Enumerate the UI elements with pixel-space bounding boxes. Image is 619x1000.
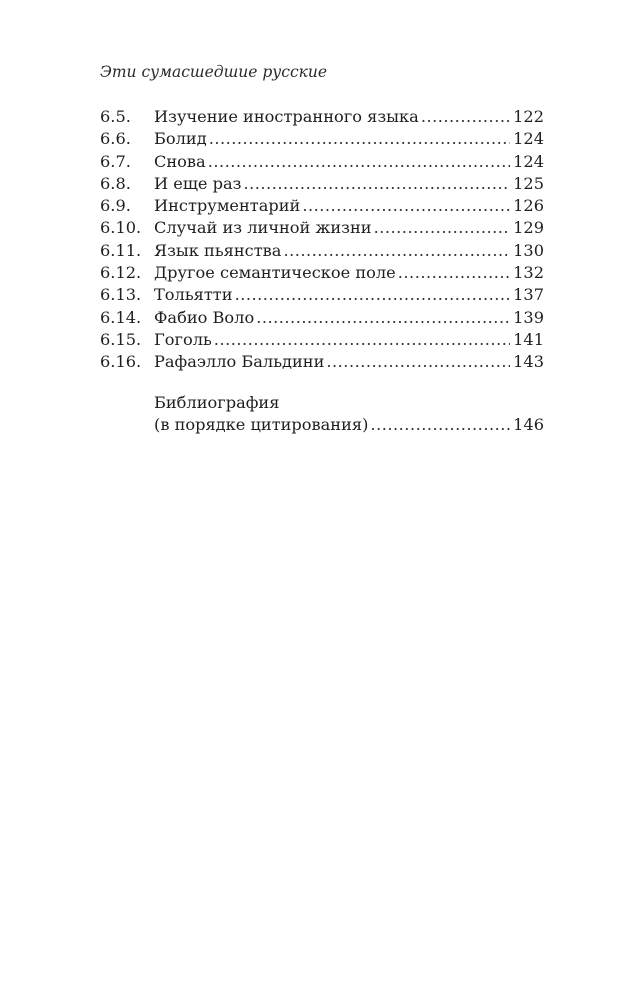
dot-leader	[209, 128, 510, 150]
toc-entry-title: Случай из личной жизни	[154, 218, 372, 238]
bibliography-title: Библиография	[154, 393, 280, 412]
dot-leader	[398, 262, 510, 284]
dot-leader	[283, 240, 510, 262]
dot-leader	[235, 284, 511, 306]
dot-leader	[243, 173, 510, 195]
bibliography-entry	[100, 392, 544, 437]
dot-leader	[326, 351, 510, 373]
toc-entry-page: 126	[513, 196, 544, 216]
toc-entry	[100, 195, 544, 217]
toc-entry	[100, 128, 544, 150]
dot-leader	[208, 151, 510, 173]
toc-entry-page: 122	[513, 107, 544, 126]
running-header: Эти сумасшедшие русские	[100, 63, 328, 81]
bibliography-subtitle-row	[100, 414, 544, 436]
toc-entry-page: 143	[513, 352, 544, 372]
dot-leader	[302, 195, 510, 217]
toc-entry-title: Язык пьянства	[154, 240, 282, 260]
toc-entry-number: 6.5.	[100, 107, 131, 126]
toc-entry-number: 6.10.	[100, 218, 142, 238]
toc-entry-number: 6.14.	[100, 307, 142, 327]
toc-entry-page: 124	[513, 129, 544, 149]
toc-entry-title: Инструментарий	[154, 196, 301, 216]
dot-leader	[370, 414, 510, 436]
toc-entry-number: 6.9.	[100, 196, 131, 216]
toc-entry	[100, 307, 544, 329]
dot-leader	[256, 307, 510, 329]
toc-entry	[100, 173, 544, 195]
toc-entry-title: Гоголь	[154, 329, 212, 349]
table-of-contents	[100, 106, 544, 374]
toc-entry-page: 132	[513, 263, 544, 283]
toc-entry-number: 6.13.	[100, 285, 142, 305]
toc-entry	[100, 106, 544, 128]
toc-entry-number: 6.12.	[100, 263, 142, 283]
toc-entry-page: 129	[513, 218, 544, 238]
toc-entry-page: 124	[513, 151, 544, 171]
toc-entry	[100, 329, 544, 351]
dot-leader	[374, 217, 511, 239]
dot-leader	[421, 106, 510, 128]
toc-entry-number: 6.11.	[100, 240, 142, 260]
toc-entry-title: Болид	[154, 129, 207, 149]
toc-entry-title: Изучение иностранного языка	[154, 107, 419, 126]
toc-entry-page: 137	[513, 285, 544, 305]
toc-entry	[100, 151, 544, 173]
bibliography-page: 146	[513, 415, 544, 435]
toc-entry-title: Снова	[154, 151, 206, 171]
toc-entry	[100, 240, 544, 262]
toc-entry-title: Рафаэлло Бальдини	[154, 352, 325, 372]
toc-entry	[100, 351, 544, 373]
toc-entry-number: 6.15.	[100, 329, 142, 349]
toc-entry-title: И еще раз	[154, 173, 242, 193]
dot-leader	[214, 329, 510, 351]
toc-entry-page: 130	[513, 240, 544, 260]
bibliography-subtitle: (в порядке цитирования)	[154, 415, 369, 435]
toc-entry	[100, 217, 544, 239]
toc-entry-page: 141	[513, 329, 544, 349]
toc-entry-page: 125	[513, 173, 544, 193]
toc-entry-page: 139	[513, 307, 544, 327]
toc-entry-number: 6.7.	[100, 151, 131, 171]
toc-entry	[100, 284, 544, 306]
toc-entry-number: 6.16.	[100, 352, 142, 372]
toc-entry-title: Фабио Воло	[154, 307, 255, 327]
toc-entry-number: 6.6.	[100, 129, 131, 149]
toc-entry-number: 6.8.	[100, 173, 131, 193]
toc-entry-title: Другое семантическое поле	[154, 263, 396, 283]
toc-entry-title: Тольятти	[154, 285, 233, 305]
toc-entry	[100, 262, 544, 284]
